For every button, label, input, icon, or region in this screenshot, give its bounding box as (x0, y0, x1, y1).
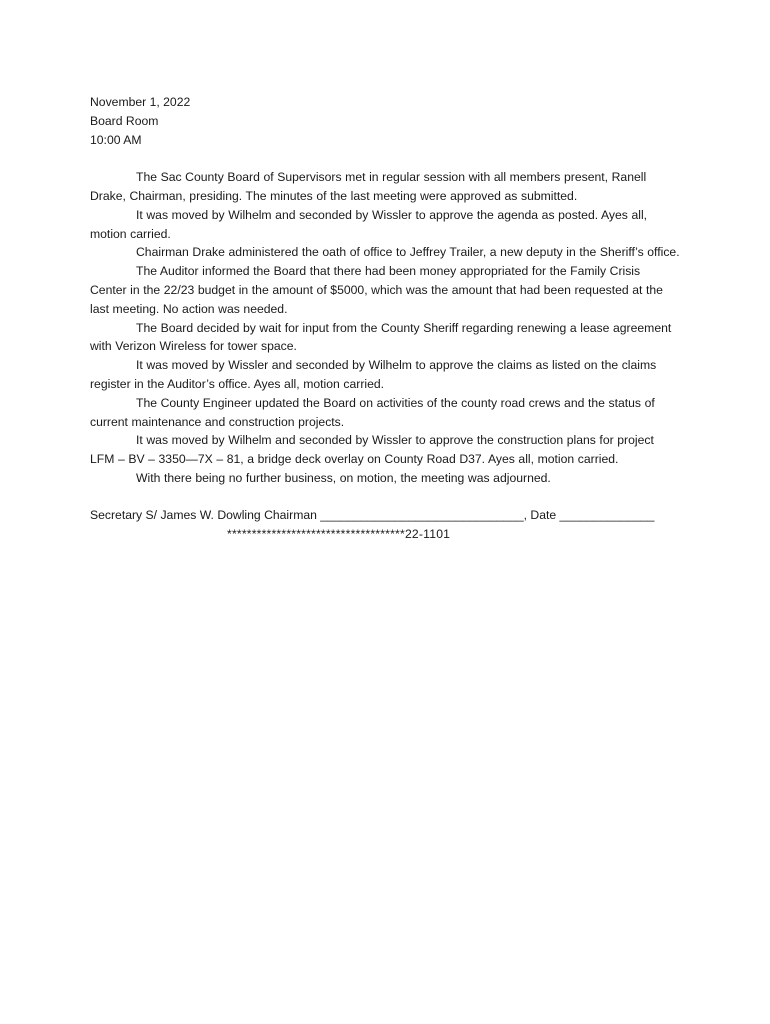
paragraph-verizon-lease: The Board decided by wait for input from the County Sheriff regarding renewing a lease agreement with Verizon Wireless for tower space. (90, 320, 672, 354)
footer-code: ************************************22-1101 (227, 527, 451, 542)
paragraph-session-opening: The Sac County Board of Supervisors met in regular session with all members present, Ranell Drake, Chairman, presiding. The minutes of the last meeting were approved as submitted. (90, 170, 647, 203)
paragraph-adjournment: With there being no further business, on motion, the meeting was adjourned. (136, 470, 551, 485)
meeting-minutes (90, 93, 680, 544)
meeting-location: Board Room (90, 113, 159, 128)
paragraph-claims-approval: It was moved by Wissler and seconded by Wilhelm to approve the claims as listed on the claims register in the Auditor’s office. Ayes all, motion carried. (90, 358, 657, 391)
meeting-date: November 1, 2022 (90, 95, 191, 109)
paragraph-oath-of-office: Chairman Drake administered the oath of office to Jeffrey Trailer, a new deputy in the Sheriff’s office. (136, 245, 680, 260)
paragraph-county-engineer: The County Engineer updated the Board on activities of the county road crews and the status of current maintenance and construction projects. (90, 395, 655, 429)
meeting-time: 10:00 AM (90, 132, 142, 147)
paragraph-agenda-approval: It was moved by Wilhelm and seconded by Wissler to approve the agenda as posted. Ayes all, motion carried. (90, 207, 648, 241)
paragraph-construction-plans: It was moved by Wilhelm and seconded by Wissler to approve the construction plans for project LFM – BV – 3350—7X – 81, a bridge deck overlay on County Road D37. Ayes all, motion carried. (90, 433, 654, 467)
paragraph-family-crisis-center: The Auditor informed the Board that there had been money appropriated for the Family Crisis Center in the 22/23 budget in the amount of $5000, which was the amount that had been requested at the last meeting. No action was needed. (90, 264, 663, 316)
spacer (90, 149, 680, 168)
signature-line: Secretary S/ James W. Dowling Chairman ______________________________, Date ______________ (90, 508, 655, 523)
